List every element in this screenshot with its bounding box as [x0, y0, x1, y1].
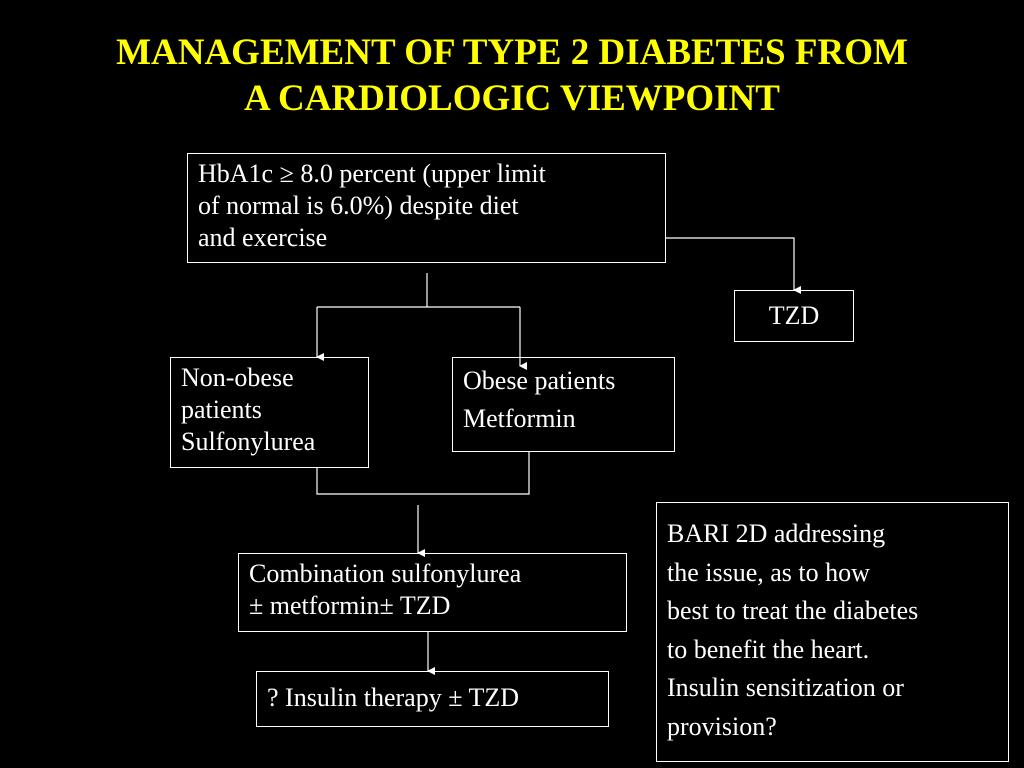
non-obese-box	[170, 357, 369, 468]
obese-box	[452, 357, 675, 452]
bari-line-6: provision?	[667, 711, 777, 741]
bari-line-2: the issue, as to how	[667, 557, 870, 587]
obese-line-2: Metformin	[463, 404, 576, 433]
hba1c-line-1: HbA1c ≥ 8.0 percent (upper limit	[198, 159, 546, 188]
bari-line-1: BARI 2D addressing	[667, 519, 886, 548]
non-obese-line-1: Non-obese	[181, 363, 294, 392]
bari-line-5: Insulin sensitization or	[667, 673, 904, 702]
hba1c-line-3: and exercise	[198, 223, 328, 252]
title-line-1: MANAGEMENT OF TYPE 2 DIABETES FROM	[116, 32, 908, 73]
title-line-2: A CARDIOLOGIC VIEWPOINT	[244, 78, 780, 119]
insulin-box	[256, 671, 609, 727]
non-obese-line-3: Sulfonylurea	[181, 427, 316, 456]
hba1c-line-2: of normal is 6.0%) despite diet	[198, 191, 519, 220]
bari-line-4: to benefit the heart.	[667, 634, 870, 664]
combination-line-2: ± metformin± TZD	[249, 591, 451, 620]
tzd-box	[734, 290, 854, 342]
arrow-hba1c-to-tzd	[665, 238, 794, 290]
bari-line-3: best to treat the diabetes	[667, 596, 919, 625]
tzd-label: TZD	[768, 301, 820, 330]
hba1c-box	[187, 153, 666, 263]
non-obese-line-2: patients	[181, 395, 262, 424]
bari-box	[656, 502, 1009, 762]
combination-line-1: Combination sulfonylurea	[249, 559, 522, 588]
insulin-label: ? Insulin therapy ± TZD	[267, 683, 520, 712]
obese-line-1: Obese patients	[463, 366, 616, 395]
combination-box	[238, 553, 627, 632]
